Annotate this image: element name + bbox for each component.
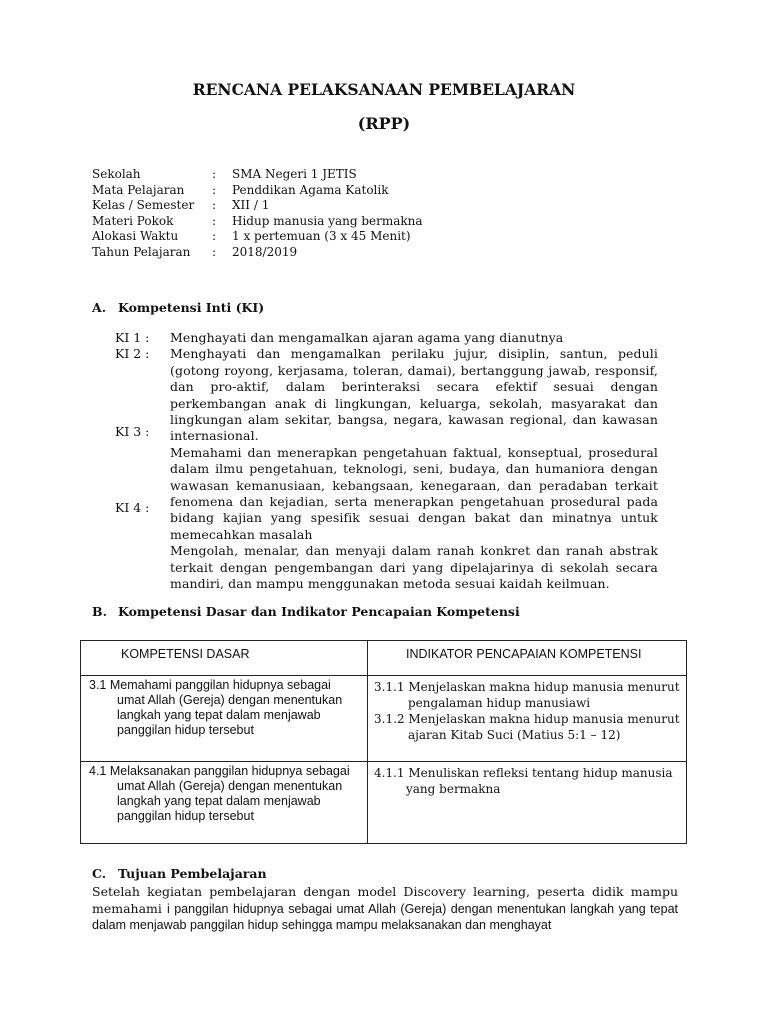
section-title: Tujuan Pembelajaran bbox=[118, 866, 267, 881]
section-c-heading bbox=[92, 866, 267, 881]
identity-colon: : bbox=[212, 213, 217, 228]
identity-label: Sekolah bbox=[92, 167, 141, 181]
competency-table bbox=[80, 640, 687, 844]
identity-value: SMA Negeri 1 JETIS bbox=[232, 167, 357, 181]
identity-row bbox=[92, 229, 423, 245]
indicator-item: 3.1.1 Menjelaskan makna hidup manusia menurut pengalaman hidup manusiawi bbox=[374, 680, 680, 710]
identity-label: Alokasi Waktu bbox=[92, 229, 179, 243]
identity-row bbox=[92, 245, 423, 261]
ki-text-block bbox=[170, 330, 658, 593]
document-subtitle: (RPP) bbox=[357, 114, 411, 133]
table-header-row bbox=[81, 641, 687, 676]
identity-colon: : bbox=[212, 167, 217, 181]
table-header-kd: KOMPETENSI DASAR bbox=[81, 641, 368, 676]
kd-cell bbox=[81, 762, 368, 844]
tujuan-text-2: i panggilan hidupnya sebagai umat Allah (Gereja) dengan menentukan langkah yang tepat dalam menjawab panggilan hidup sehingga mampu melaksanakan dan menghayat bbox=[92, 901, 678, 932]
ki-label-2: KI 2 : bbox=[115, 346, 150, 361]
identity-colon: : bbox=[212, 182, 217, 197]
tujuan-text-1: Setelah kegiatan pembelajaran dengan model Discovery learning, peserta didik mampu memahami bbox=[92, 884, 678, 916]
section-a-heading bbox=[92, 300, 264, 315]
section-title: Kompetensi Dasar dan Indikator Pencapaian Kompetensi bbox=[118, 604, 520, 619]
ki4-text: Mengolah, menalar, dan menyaji dalam ranah konkret dan ranah abstrak terkait dengan pengembangan dari yang dipelajarinya di sekolah secara mandiri, dan mampu menggunakan metoda sesuai kaidah keilmuan. bbox=[170, 543, 658, 592]
tujuan-paragraph bbox=[92, 884, 678, 934]
identity-value: 2018/2019 bbox=[232, 244, 298, 259]
table-row bbox=[81, 762, 687, 844]
ki3-text: Memahami dan menerapkan pengetahuan faktual, konseptual, prosedural dalam ilmu pengetahuan, teknologi, seni, budaya, dan humaniora dengan wawasan kemanusiaan, kebangsaan, kenegaraan, dan peradaban terkait fenomena dan kejadian, serta menerapkan pengetahuan prosedural pada bidang kajian yang spesifik sesuai dengan bakat dan minatnya untuk memecahkan masalah bbox=[170, 444, 658, 542]
indicator-cell bbox=[368, 676, 687, 762]
table-row bbox=[81, 676, 687, 762]
identity-block bbox=[92, 167, 423, 260]
identity-value: Penddikan Agama Katolik bbox=[232, 182, 389, 197]
section-number: C. bbox=[92, 866, 107, 881]
identity-row bbox=[92, 167, 423, 183]
section-number: B. bbox=[92, 604, 107, 619]
identity-value: Hidup manusia yang bermakna bbox=[232, 213, 423, 228]
identity-label: Kelas / Semester bbox=[92, 198, 195, 212]
kd-text: 4.1 Melaksanakan panggilan hidupnya sebagai umat Allah (Gereja) dengan menentukan langkah yang tepat dalam menjawab panggilan hidup tersebut bbox=[89, 764, 350, 823]
document-title: RENCANA PELAKSANAAN PEMBELAJARAN bbox=[192, 80, 576, 99]
identity-row bbox=[92, 214, 423, 230]
identity-label: Mata Pelajaran bbox=[92, 182, 185, 197]
ki-label-4: KI 4 : bbox=[115, 500, 150, 515]
section-number: A. bbox=[92, 300, 107, 315]
section-title: Kompetensi Inti (KI) bbox=[118, 300, 265, 315]
ki1-text: Menghayati dan mengamalkan ajaran agama yang dianutnya bbox=[170, 330, 564, 345]
identity-label: Tahun Pelajaran bbox=[92, 244, 191, 259]
kd-text: 3.1 Memahami panggilan hidupnya sebagai umat Allah (Gereja) dengan menentukan langkah yang tepat dalam menjawab panggilan hidup tersebut bbox=[89, 678, 343, 737]
kd-cell bbox=[81, 676, 368, 762]
identity-colon: : bbox=[212, 244, 217, 259]
indicator-cell bbox=[368, 762, 687, 844]
ki-label-1: KI 1 : bbox=[115, 330, 150, 345]
section-b-heading bbox=[92, 604, 520, 619]
indicator-item: 3.1.2 Menjelaskan makna hidup manusia menurut ajaran Kitab Suci (Matius 5:1 – 12) bbox=[374, 712, 680, 742]
ki2-text: Menghayati dan mengamalkan perilaku jujur, disiplin, santun, peduli (gotong royong, kerjasama, toleran, damai), bertanggung jawab, responsif, dan pro-aktif, dalam berinteraksi secara efektif sesuai dengan perkembangan anak di lingkungan, keluarga, sekolah, masyarakat dan lingkungan alam sekitar, bangsa, negara, kawasan regional, dan kawasan internasional. bbox=[170, 346, 658, 444]
identity-row bbox=[92, 183, 423, 199]
ki-label-3: KI 3 : bbox=[115, 424, 150, 439]
identity-label: Materi Pokok bbox=[92, 213, 174, 228]
indicator-item: 4.1.1 Menuliskan refleksi tentang hidup manusia yang bermakna bbox=[374, 766, 673, 796]
identity-colon: : bbox=[212, 229, 217, 243]
identity-colon: : bbox=[212, 198, 217, 212]
identity-value: XII / 1 bbox=[232, 198, 270, 212]
table-header-indicator: INDIKATOR PENCAPAIAN KOMPETENSI bbox=[368, 641, 687, 676]
identity-row bbox=[92, 198, 423, 214]
identity-value: 1 x pertemuan (3 x 45 Menit) bbox=[232, 229, 411, 243]
